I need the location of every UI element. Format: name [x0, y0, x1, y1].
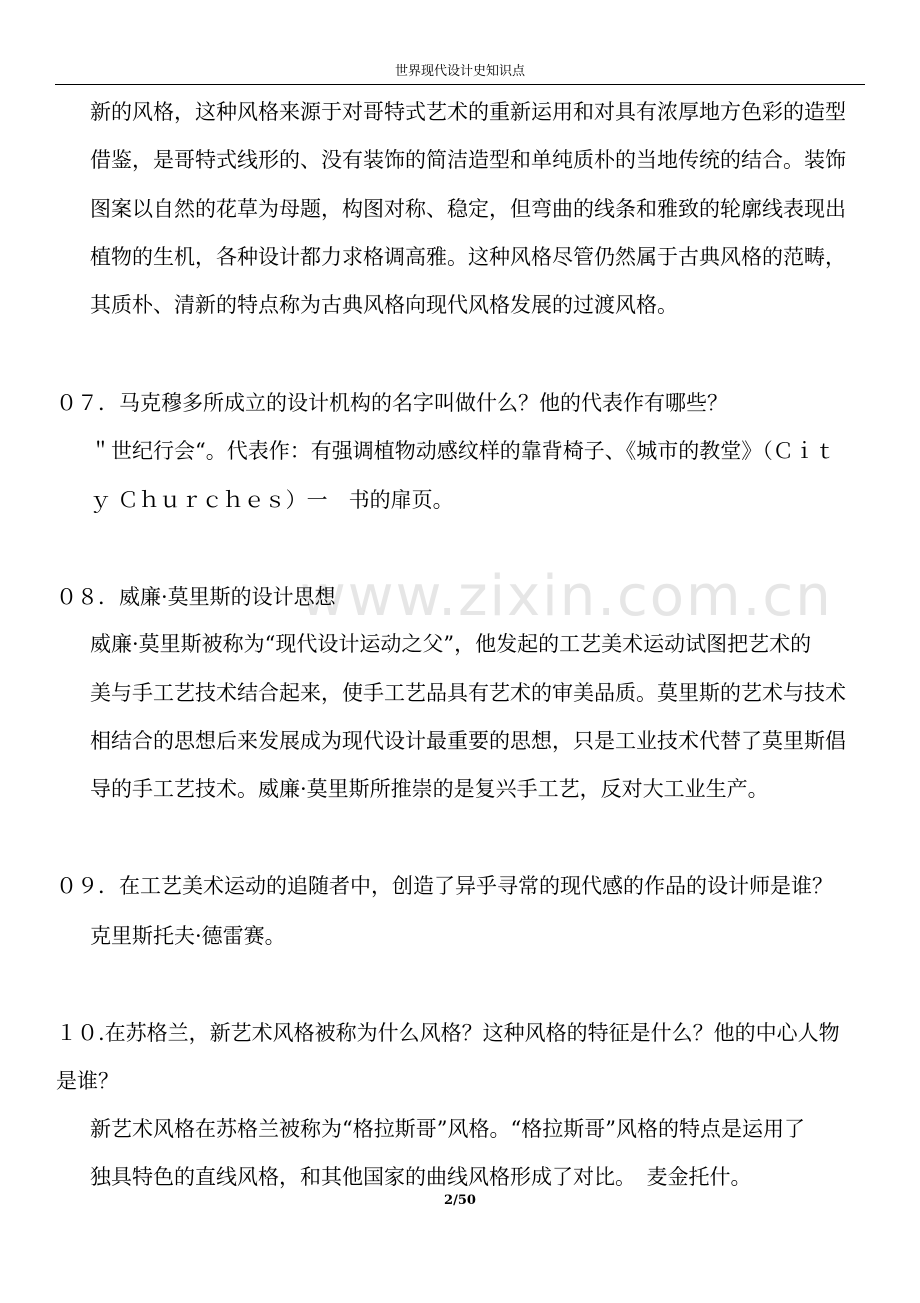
- answer-line: 克里斯托夫·德雷赛。: [90, 924, 286, 948]
- answer-line: 新艺术风格在苏格兰被称为“格拉斯哥”风格。“格拉斯哥”风格的特点是运用了: [90, 1117, 805, 1141]
- paragraph-line: 其质朴、清新的特点称为古典风格向现代风格发展的过渡风格。: [90, 293, 678, 317]
- paragraph-line: 新的风格，这种风格来源于对哥特式艺术的重新运用和对具有浓厚地方色彩的造型: [90, 100, 846, 124]
- paragraph-line: 植物的生机，各种设计都力求格调高雅。这种风格尽管仍然属于古典风格的范畴，: [90, 245, 846, 269]
- page-header-title: 世界现代设计史知识点: [394, 64, 525, 79]
- page-separator: /: [453, 1193, 458, 1208]
- answer-line: ＂世纪行会“。代表作：有强调植物动感纹样的靠背椅子、《城市的教堂》（Ｃｉｔ: [90, 439, 836, 463]
- watermark: www.zixin.com.cn: [300, 564, 833, 629]
- page-number: [0, 1193, 920, 1209]
- paragraph-line: 借鉴，是哥特式线形的、没有装饰的简洁造型和单纯质朴的当地传统的结合。装饰: [90, 148, 846, 172]
- question-10-cont: 是谁？: [56, 1069, 119, 1093]
- question-10: １０.在苏格兰，新艺术风格被称为什么风格？这种风格的特征是什么？他的中心人物: [56, 1021, 840, 1045]
- question-09: ０９．在工艺美术运动的追随者中，创造了异乎寻常的现代感的作品的设计师是谁？: [56, 874, 833, 898]
- answer-line: 独具特色的直线风格，和其他国家的曲线风格形成了对比。 麦金托什。: [90, 1165, 752, 1189]
- header-divider: [55, 84, 865, 85]
- total-pages: 50: [457, 1193, 476, 1208]
- answer-line: 威廉·莫里斯被称为“现代设计运动之父”，他发起的工艺美术运动试图把艺术的: [90, 632, 812, 656]
- answer-line: ｙ Ｃｈｕｒｃｈｅｓ）一 书的扉页。: [90, 488, 454, 512]
- answer-line: 相结合的思想后来发展成为现代设计最重要的思想，只是工业技术代替了莫里斯倡: [90, 729, 846, 753]
- question-08: ０８．威廉·莫里斯的设计思想: [56, 585, 336, 609]
- paragraph-line: 图案以自然的花草为母题，构图对称、稳定，但弯曲的线条和雅致的轮廓线表现出: [90, 197, 846, 221]
- answer-line: 美与手工艺技术结合起来，使手工艺品具有艺术的审美品质。莫里斯的艺术与技术: [90, 681, 846, 705]
- current-page: 2: [444, 1193, 454, 1208]
- answer-line: 导的手工艺技术。威廉·莫里斯所推崇的是复兴手工艺，反对大工业生产。: [90, 777, 769, 801]
- question-07: ０７．马克穆多所成立的设计机构的名字叫做什么？他的代表作有哪些？: [56, 391, 728, 415]
